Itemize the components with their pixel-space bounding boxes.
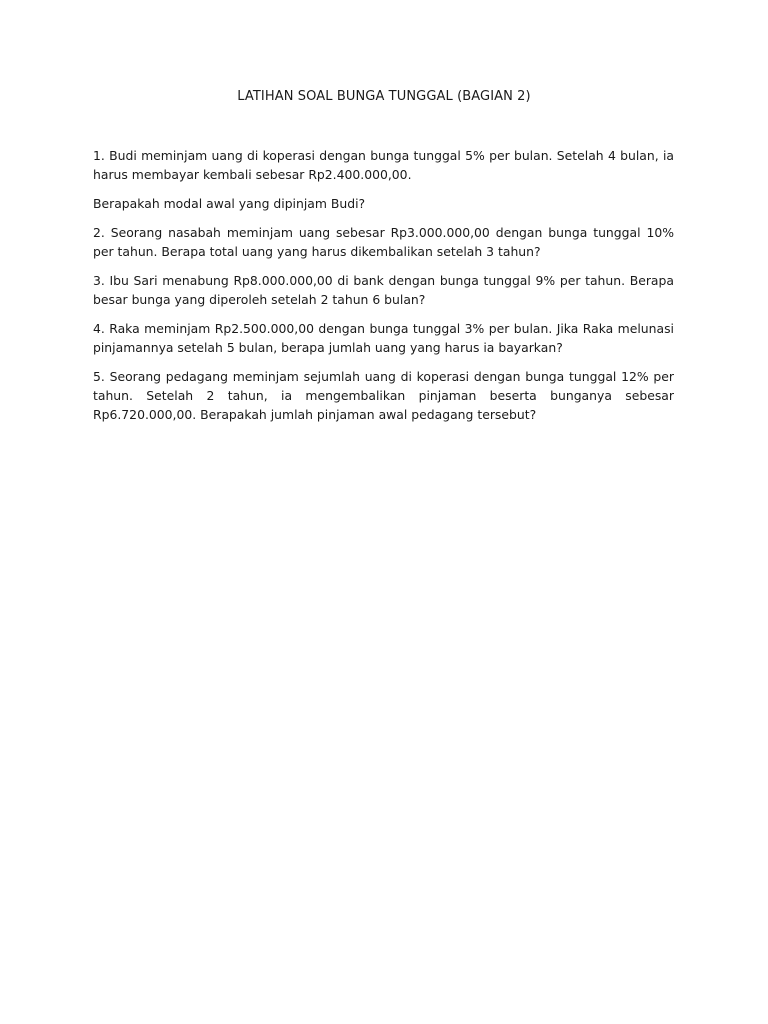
question-3: 3. Ibu Sari menabung Rp8.000.000,00 di bank dengan bunga tunggal 9% per tahun. Berapa besar bunga yang diperoleh setelah 2 tahun 6 bulan? (93, 273, 674, 307)
page-title: LATIHAN SOAL BUNGA TUNGGAL (BAGIAN 2) (237, 89, 531, 104)
question-1-prompt: Berapakah modal awal yang dipinjam Budi? (93, 196, 366, 211)
question-2: 2. Seorang nasabah meminjam uang sebesar Rp3.000.000,00 dengan bunga tunggal 10% per tahun. Berapa total uang yang harus dikembalikan setelah 3 tahun? (93, 225, 674, 259)
question-1: 1. Budi meminjam uang di koperasi dengan bunga tunggal 5% per bulan. Setelah 4 bulan, ia harus membayar kembali sebesar Rp2.400.000,00. (93, 148, 674, 182)
question-5: 5. Seorang pedagang meminjam sejumlah uang di koperasi dengan bunga tunggal 12% per tahun. Setelah 2 tahun, ia mengembalikan pinjaman beserta bunganya sebesar Rp6.720.000,00. Berapakah jumlah pinjaman awal pedagang tersebut? (93, 369, 674, 422)
question-4: 4. Raka meminjam Rp2.500.000,00 dengan bunga tunggal 3% per bulan. Jika Raka melunasi pinjamannya setelah 5 bulan, berapa jumlah uang yang harus ia bayarkan? (93, 321, 674, 355)
document-body (93, 146, 674, 434)
